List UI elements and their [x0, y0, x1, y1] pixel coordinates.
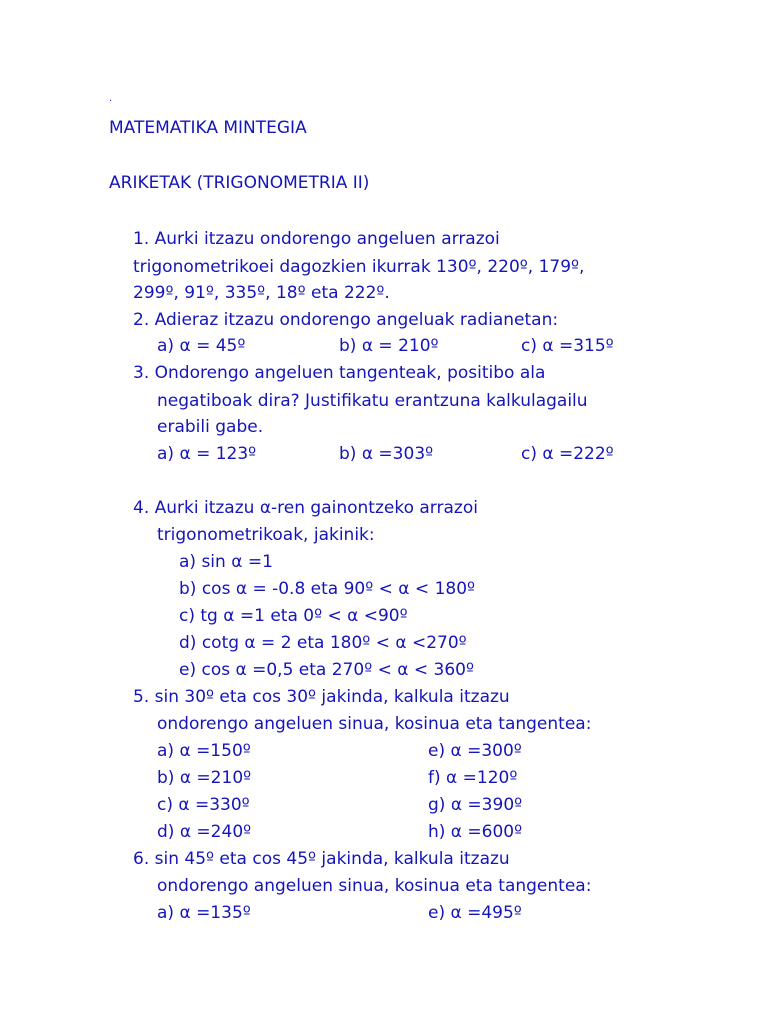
exercise-2-line-1: 2. Adieraz itzazu ondorengo angeluak radianetan: — [133, 310, 559, 330]
exercise-1-line-2: trigonometrikoei dagozkien ikurrak 130º, 220º, 179º, — [133, 257, 585, 277]
exercise-5-option-c: c) α =330º — [157, 795, 250, 815]
stray-dot: . — [109, 93, 113, 104]
exercise-5-option-h: h) α =600º — [428, 822, 523, 842]
exercise-4-option-a: a) sin α =1 — [179, 552, 273, 572]
exercise-3-line-1: 3. Ondorengo angeluen tangenteak, positibo ala — [133, 363, 546, 383]
exercise-4-option-b: b) cos α = -0.8 eta 90º < α < 180º — [179, 579, 476, 599]
exercise-5-option-d: d) α =240º — [157, 822, 252, 842]
exercise-2-option-c: c) α =315º — [521, 336, 614, 356]
exercise-3-line-2: negatiboak dira? Justifikatu erantzuna kalkulagailu — [157, 391, 588, 411]
exercise-5-option-e: e) α =300º — [428, 741, 522, 761]
exercise-5-line-1: 5. sin 30º eta cos 30º jakinda, kalkula itzazu — [133, 687, 510, 707]
exercise-5-option-g: g) α =390º — [428, 795, 523, 815]
exercise-6-option-e: e) α =495º — [428, 903, 522, 923]
document-heading: MATEMATIKA MINTEGIA — [109, 118, 307, 138]
exercise-3-option-b: b) α =303º — [339, 444, 434, 464]
document-subheading: ARIKETAK (TRIGONOMETRIA II) — [109, 173, 370, 193]
exercise-4-line-2: trigonometrikoak, jakinik: — [157, 525, 375, 545]
exercise-6-line-1: 6. sin 45º eta cos 45º jakinda, kalkula itzazu — [133, 849, 510, 869]
exercise-6-line-2: ondorengo angeluen sinua, kosinua eta tangentea: — [157, 876, 592, 896]
exercise-1-line-1: 1. Aurki itzazu ondorengo angeluen arrazoi — [133, 229, 500, 249]
exercise-5-option-f: f) α =120º — [428, 768, 518, 788]
exercise-5-line-2: ondorengo angeluen sinua, kosinua eta tangentea: — [157, 714, 592, 734]
exercise-3-line-3: erabili gabe. — [157, 417, 264, 437]
exercise-3-option-a: a) α = 123º — [157, 444, 257, 464]
exercise-3-option-c: c) α =222º — [521, 444, 614, 464]
exercise-6-option-a: a) α =135º — [157, 903, 251, 923]
exercise-4-line-1: 4. Aurki itzazu α-ren gainontzeko arrazoi — [133, 498, 478, 518]
exercise-5-option-b: b) α =210º — [157, 768, 252, 788]
exercise-4-option-d: d) cotg α = 2 eta 180º < α <270º — [179, 633, 467, 653]
exercise-4-option-c: c) tg α =1 eta 0º < α <90º — [179, 606, 408, 626]
exercise-2-option-b: b) α = 210º — [339, 336, 439, 356]
exercise-4-option-e: e) cos α =0,5 eta 270º < α < 360º — [179, 660, 474, 680]
exercise-2-option-a: a) α = 45º — [157, 336, 246, 356]
exercise-5-option-a: a) α =150º — [157, 741, 251, 761]
exercise-1-line-3: 299º, 91º, 335º, 18º eta 222º. — [133, 283, 390, 303]
